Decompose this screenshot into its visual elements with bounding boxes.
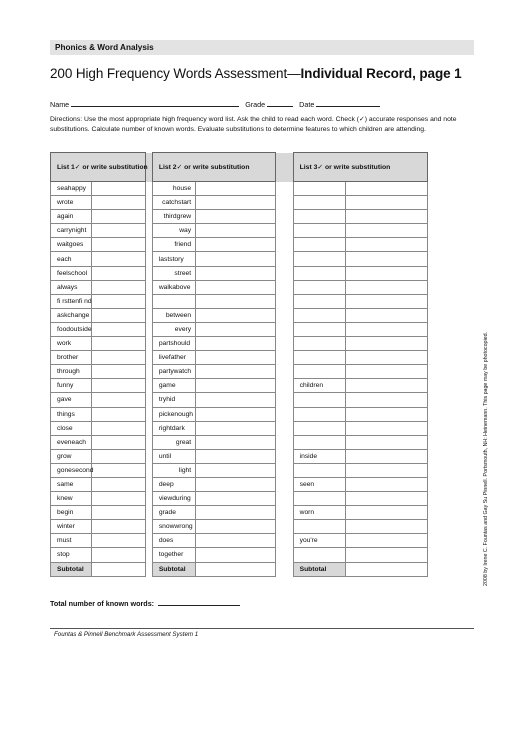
column-gap (276, 449, 293, 463)
list1-word: eveneach (51, 435, 92, 449)
table-row (51, 238, 428, 252)
column-gap (276, 196, 293, 210)
list2-word: does (152, 534, 195, 548)
list1-response-cell[interactable] (92, 351, 146, 365)
list1-subtotal-label: Subtotal (51, 562, 92, 576)
column-gap (276, 337, 293, 351)
table-row (51, 449, 428, 463)
column-gap (276, 548, 293, 562)
list3-response-cell[interactable] (345, 365, 427, 379)
list1-word: carrynight (51, 224, 92, 238)
list2-response-cell[interactable] (196, 224, 276, 238)
list2-word: deep (152, 477, 195, 491)
column-gap (276, 379, 293, 393)
list2-word: pickenough (152, 407, 195, 421)
list3-response-cell[interactable] (345, 322, 427, 336)
column-gap (276, 520, 293, 534)
list1-response-cell[interactable] (92, 435, 146, 449)
list1-response-cell[interactable] (92, 308, 146, 322)
list1-response-cell[interactable] (92, 337, 146, 351)
list1-word: feelschool (51, 266, 92, 280)
table-row (51, 351, 428, 365)
list3-header: List 3✓ or write substitution (293, 153, 427, 182)
list2-response-cell[interactable] (196, 548, 276, 562)
footer-text: Fountas & Pinnell Benchmark Assessment System 1 (54, 631, 199, 638)
list2-word (152, 294, 195, 308)
section-header-bar: Phonics & Word Analysis (50, 40, 474, 55)
list3-word (293, 463, 345, 477)
list1-response-cell[interactable] (92, 407, 146, 421)
list1-word: same (51, 477, 92, 491)
list1-response-cell[interactable] (92, 252, 146, 266)
list3-word (293, 280, 345, 294)
column-gap (276, 393, 293, 407)
date-field[interactable] (316, 98, 380, 107)
grade-label: Grade (245, 100, 266, 109)
list3-response-cell[interactable] (345, 196, 427, 210)
copyright-note: 2008 by Irene C. Fountas and Gay Su Pinnell. Portsmouth, NH: Heinemann. This page may be photocopied. (483, 331, 489, 586)
title-main: 200 High Frequency Words Assessment— (50, 66, 301, 81)
list3-response-cell[interactable] (345, 463, 427, 477)
list1-word: wrote (51, 196, 92, 210)
list2-word: light (152, 463, 195, 477)
list2-word: catchstart (152, 196, 195, 210)
table-row (51, 182, 428, 196)
list1-response-cell[interactable] (92, 238, 146, 252)
list3-word (293, 351, 345, 365)
column-gap (276, 266, 293, 280)
table-row (51, 294, 428, 308)
column-gap (276, 506, 293, 520)
list2-response-cell[interactable] (196, 294, 276, 308)
list3-response-cell[interactable] (345, 210, 427, 224)
table-row (51, 492, 428, 506)
table-row (51, 463, 428, 477)
list3-subtotal-field[interactable] (345, 562, 427, 576)
list1-word: gave (51, 393, 92, 407)
list1-response-cell[interactable] (92, 534, 146, 548)
list2-word: between (152, 308, 195, 322)
list3-word: you're (293, 534, 345, 548)
list3-response-cell[interactable] (345, 421, 427, 435)
list2-word: rightdark (152, 421, 195, 435)
list3-word (293, 196, 345, 210)
list2-word: snowwrong (152, 520, 195, 534)
table-row (51, 252, 428, 266)
list3-word (293, 421, 345, 435)
list1-word: foodoutside (51, 322, 92, 336)
list1-word: each (51, 252, 92, 266)
table-row (51, 210, 428, 224)
list1-response-cell[interactable] (92, 379, 146, 393)
list2-response-cell[interactable] (196, 379, 276, 393)
table-row (51, 224, 428, 238)
list2-response-cell[interactable] (196, 492, 276, 506)
column-gap (276, 224, 293, 238)
list3-response-cell[interactable] (345, 492, 427, 506)
list2-response-cell[interactable] (196, 351, 276, 365)
list3-word (293, 294, 345, 308)
table-row (51, 534, 428, 548)
list3-word: children (293, 379, 345, 393)
list3-response-cell[interactable] (345, 337, 427, 351)
list2-response-cell[interactable] (196, 407, 276, 421)
list1-response-cell[interactable] (92, 294, 146, 308)
list2-word: walkabove (152, 280, 195, 294)
column-gap (276, 153, 293, 182)
column-gap (276, 280, 293, 294)
list3-word (293, 393, 345, 407)
column-gap (276, 322, 293, 336)
list2-subtotal-field[interactable] (196, 562, 276, 576)
table-row (51, 421, 428, 435)
column-gap (276, 463, 293, 477)
list1-response-cell[interactable] (92, 520, 146, 534)
list2-response-cell[interactable] (196, 449, 276, 463)
list2-response-cell[interactable] (196, 365, 276, 379)
list1-word: gonesecond (51, 463, 92, 477)
list1-response-cell[interactable] (92, 322, 146, 336)
list1-response-cell[interactable] (92, 393, 146, 407)
list3-response-cell[interactable] (345, 224, 427, 238)
list3-response-cell[interactable] (345, 520, 427, 534)
list2-response-cell[interactable] (196, 196, 276, 210)
list1-word: must (51, 534, 92, 548)
list3-word (293, 308, 345, 322)
table-row (51, 477, 428, 491)
list2-response-cell[interactable] (196, 393, 276, 407)
column-gap (276, 435, 293, 449)
list3-response-cell[interactable] (345, 449, 427, 463)
list3-word (293, 435, 345, 449)
student-info-line (50, 98, 384, 109)
list3-response-cell[interactable] (345, 280, 427, 294)
list1-response-cell[interactable] (92, 280, 146, 294)
list2-word: thirdgrew (152, 210, 195, 224)
list2-word: friend (152, 238, 195, 252)
list3-word (293, 182, 345, 196)
list3-response-cell[interactable] (345, 379, 427, 393)
list3-response-cell[interactable] (345, 477, 427, 491)
list2-word: game (152, 379, 195, 393)
list1-word: grow (51, 449, 92, 463)
column-gap (276, 365, 293, 379)
list1-response-cell[interactable] (92, 463, 146, 477)
list1-word: things (51, 407, 92, 421)
table-row (51, 322, 428, 336)
list3-response-cell[interactable] (345, 252, 427, 266)
list2-word: laststory (152, 252, 195, 266)
column-gap (276, 492, 293, 506)
list2-response-cell[interactable] (196, 435, 276, 449)
list1-response-cell[interactable] (92, 210, 146, 224)
subtotal-row (51, 562, 428, 576)
list2-word: every (152, 322, 195, 336)
list1-word: work (51, 337, 92, 351)
list3-word (293, 365, 345, 379)
list2-word: until (152, 449, 195, 463)
list2-response-cell[interactable] (196, 534, 276, 548)
list1-word: knew (51, 492, 92, 506)
total-field[interactable] (158, 597, 240, 606)
list3-word (293, 224, 345, 238)
list1-word: close (51, 421, 92, 435)
list3-word: worn (293, 506, 345, 520)
list2-header: List 2✓ or write substitution (152, 153, 275, 182)
list1-word: again (51, 210, 92, 224)
list2-word: livefather (152, 351, 195, 365)
list1-word: brother (51, 351, 92, 365)
list3-word (293, 252, 345, 266)
list3-response-cell[interactable] (345, 393, 427, 407)
list2-response-cell[interactable] (196, 477, 276, 491)
table-row (51, 393, 428, 407)
list2-word: grade (152, 506, 195, 520)
table-row (51, 280, 428, 294)
column-gap (276, 534, 293, 548)
list3-response-cell[interactable] (345, 506, 427, 520)
list3-response-cell[interactable] (345, 182, 427, 196)
list1-header: List 1✓ or write substitution (51, 153, 146, 182)
list2-response-cell[interactable] (196, 520, 276, 534)
list2-word: partshould (152, 337, 195, 351)
list3-response-cell[interactable] (345, 238, 427, 252)
list1-response-cell[interactable] (92, 548, 146, 562)
list1-response-cell[interactable] (92, 266, 146, 280)
title-bold: Individual Record, page 1 (300, 66, 462, 81)
list1-response-cell[interactable] (92, 449, 146, 463)
name-label: Name (50, 100, 70, 109)
list1-response-cell[interactable] (92, 506, 146, 520)
list2-response-cell[interactable] (196, 238, 276, 252)
table-row (51, 308, 428, 322)
list2-word: street (152, 266, 195, 280)
list3-word: inside (293, 449, 345, 463)
list1-response-cell[interactable] (92, 196, 146, 210)
list1-word: begin (51, 506, 92, 520)
list2-subtotal-label: Subtotal (152, 562, 195, 576)
directions-text: Directions: Use the most appropriate high frequency word list. Ask the child to read each word. Check (✓) accurate responses and note substitutions. Calculate number of known words. Evaluate substitutions to determine features to which children are attending. (50, 116, 457, 134)
list1-response-cell[interactable] (92, 182, 146, 196)
list3-word: seen (293, 477, 345, 491)
list1-response-cell[interactable] (92, 421, 146, 435)
list3-word (293, 210, 345, 224)
total-known-words (50, 597, 240, 608)
list3-word (293, 520, 345, 534)
table-row (51, 379, 428, 393)
word-list-table (50, 152, 428, 577)
list3-response-cell[interactable] (345, 308, 427, 322)
list2-word: partywatch (152, 365, 195, 379)
footer-rule (50, 628, 474, 629)
list3-word (293, 322, 345, 336)
list3-response-cell[interactable] (345, 351, 427, 365)
list3-word (293, 238, 345, 252)
list3-response-cell[interactable] (345, 294, 427, 308)
list2-response-cell[interactable] (196, 308, 276, 322)
list2-response-cell[interactable] (196, 210, 276, 224)
total-label: Total number of known words: (50, 599, 155, 608)
list1-word: always (51, 280, 92, 294)
name-field[interactable] (71, 98, 239, 107)
list3-response-cell[interactable] (345, 266, 427, 280)
list1-response-cell[interactable] (92, 477, 146, 491)
table-header-row (51, 153, 428, 182)
column-gap (276, 477, 293, 491)
list2-response-cell[interactable] (196, 322, 276, 336)
table-row (51, 548, 428, 562)
list1-word: waitgoes (51, 238, 92, 252)
table-row (51, 506, 428, 520)
list3-word (293, 492, 345, 506)
list2-response-cell[interactable] (196, 182, 276, 196)
list2-response-cell[interactable] (196, 421, 276, 435)
column-gap (276, 562, 293, 576)
list2-word: great (152, 435, 195, 449)
list2-word: house (152, 182, 195, 196)
list1-word: winter (51, 520, 92, 534)
column-gap (276, 308, 293, 322)
table-row (51, 407, 428, 421)
table-row (51, 266, 428, 280)
list2-response-cell[interactable] (196, 463, 276, 477)
grade-field[interactable] (267, 98, 293, 107)
table-row (51, 520, 428, 534)
date-label: Date (299, 100, 315, 109)
list3-response-cell[interactable] (345, 534, 427, 548)
list1-word: fi rsttenfi nd (51, 294, 92, 308)
list2-response-cell[interactable] (196, 266, 276, 280)
column-gap (276, 294, 293, 308)
list1-response-cell[interactable] (92, 224, 146, 238)
list2-word: way (152, 224, 195, 238)
column-gap (276, 182, 293, 196)
list3-response-cell[interactable] (345, 435, 427, 449)
list2-response-cell[interactable] (196, 252, 276, 266)
list3-word (293, 548, 345, 562)
column-gap (276, 252, 293, 266)
list1-response-cell[interactable] (92, 492, 146, 506)
list3-response-cell[interactable] (345, 548, 427, 562)
column-gap (276, 351, 293, 365)
list2-word: viewduring (152, 492, 195, 506)
list3-subtotal-label: Subtotal (293, 562, 345, 576)
list3-word (293, 266, 345, 280)
page-title (50, 66, 462, 81)
list1-word: through (51, 365, 92, 379)
column-gap (276, 210, 293, 224)
list1-word: stop (51, 548, 92, 562)
list1-response-cell[interactable] (92, 365, 146, 379)
list2-word: together (152, 548, 195, 562)
list1-word: askchange (51, 308, 92, 322)
list1-subtotal-field[interactable] (92, 562, 146, 576)
list1-word: seahappy (51, 182, 92, 196)
table-row (51, 196, 428, 210)
list2-response-cell[interactable] (196, 506, 276, 520)
list2-word: tryhid (152, 393, 195, 407)
column-gap (276, 238, 293, 252)
column-gap (276, 407, 293, 421)
list3-word (293, 337, 345, 351)
list1-word: funny (51, 379, 92, 393)
table-row (51, 337, 428, 351)
table-row (51, 435, 428, 449)
list2-response-cell[interactable] (196, 280, 276, 294)
list3-response-cell[interactable] (345, 407, 427, 421)
column-gap (276, 421, 293, 435)
list2-response-cell[interactable] (196, 337, 276, 351)
list3-word (293, 407, 345, 421)
table-row (51, 365, 428, 379)
